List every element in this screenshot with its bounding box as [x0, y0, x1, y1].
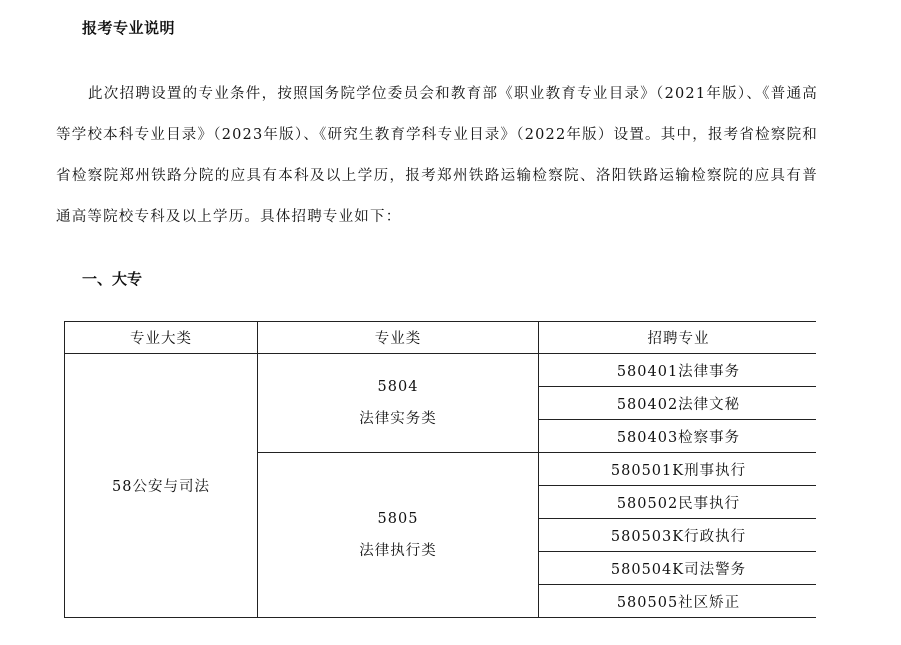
class-name: 法律执行类 [359, 543, 437, 559]
class-code: 5804 [377, 379, 419, 395]
class-cell [258, 354, 539, 453]
major-cell: 580501K刑事执行 [539, 453, 817, 486]
major-cell: 580403检察事务 [539, 420, 817, 453]
table-row [65, 354, 817, 387]
major-cell: 580402法律文秘 [539, 387, 817, 420]
table-header-row [65, 322, 817, 354]
major-cell: 580505社区矫正 [539, 585, 817, 618]
intro-paragraph: 此次招聘设置的专业条件，按照国务院学位委员会和教育部《职业教育专业目录》（2021年版）、《普通高等学校本科专业目录》（2023年版）、《研究生教育学科专业目录》（2022年版）设置。其中，报考省检察院和省检察院郑州铁路分院的应具有本科及以上学历，报考郑州铁路运输检察院、洛阳铁路运输检察院的应具有普通高等院校专科及以上学历。具体招聘专业如下： [56, 86, 818, 225]
section-heading: 报考专业说明 [82, 19, 176, 37]
major-cell: 580401法律事务 [539, 354, 817, 387]
header-major: 招聘专业 [539, 322, 817, 354]
class-code: 5805 [377, 511, 419, 527]
category-cell: 58公安与司法 [65, 354, 258, 618]
sub-heading: 一、大专 [82, 270, 143, 288]
majors-table [64, 321, 816, 618]
major-cell: 580502民事执行 [539, 486, 817, 519]
majors-table-container [64, 321, 816, 618]
header-category: 专业大类 [65, 322, 258, 354]
major-cell: 580503K行政执行 [539, 519, 817, 552]
class-cell [258, 453, 539, 618]
header-class: 专业类 [258, 322, 539, 354]
class-name: 法律实务类 [359, 411, 437, 427]
major-cell: 580504K司法警务 [539, 552, 817, 585]
